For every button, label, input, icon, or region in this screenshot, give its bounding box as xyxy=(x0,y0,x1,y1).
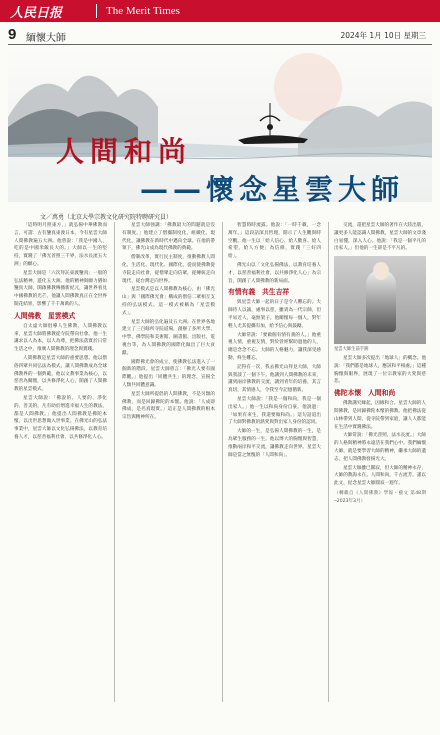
paragraph: 大師的一生，是弘揚人間佛教的一生，是為眾生服務的一生。他以博大的胸懷與智慧，推動兩岸和平交流，讓佛教走向世界。星雲大師是當之無愧的「人間和尚」。 xyxy=(228,429,321,458)
article-column xyxy=(228,222,321,712)
paragraph: 大師常說：「要做個有情有義的人。」他重視人情，重視友情，對於曾經幫助過他的人，總是念念不忘。大師的人格魅力，讓我深受感動，終生難忘。 xyxy=(228,332,321,361)
masthead xyxy=(0,0,440,22)
paragraph: 星雲大師說：「我是一個和尚，我是一個出家人。」他一生以和尚身份自豪。他說過：「如果有來生，我還要做和尚。」這句話道出了大師對佛教的熱愛與對出家人身份的認同。 xyxy=(228,396,321,426)
paragraph: 星雲大師雖已圓寂，但大師的精神永存，大師的教誨永在。人間和尚，千古流芳。謹以此文，紀念星雲大師圓寂一週年。 xyxy=(334,465,426,487)
paragraph: 星雲大師說：「佛說的、人要的、淨化的、善美的，凡有助於增進幸福人生的教法，都是人間佛教。」他提出人間佛教是佛陀本懷，以出世思想做入世事業。在佛光山的弘法事業中，星雲大師以文化弘揚佛法，以教育培養人才，以慈善福利社會，以共修淨化人心。 xyxy=(14,395,107,440)
article-column xyxy=(122,222,215,712)
headline-sub: ——懷念星雲大師 xyxy=(140,173,405,206)
paragraph: 佛光山以「文化弘揚佛法，以教育培養人才，以慈善福利社會，以共修淨化人心」為宗旨，開創了人間佛教的新局面。 xyxy=(228,262,321,284)
masthead-divider xyxy=(96,4,97,18)
paragraph: 智慧時時流露。他說：「一時千載，一念萬年。」這段話深具哲理，開示了人生觀與時空觀。他一生以「給人信心、給人歡喜、給人希望、給人方便」為信條，實踐「三好四給」。 xyxy=(228,223,321,260)
paragraph: 星雲大師的弘化遍及五大洲。在世界各地建立了三百餘所寺院道場，創辦了多所大學、中學、佛學院和美術館、圖書館、出版社、電視台等，為人間佛教的國際化做出了巨大貢獻。 xyxy=(122,319,215,356)
paragraph: 大師常說：「佛光普照、法水長流。」大師的人格與精神將永遠活在我們心中。我們緬懷大師，就是要學習大師的精神，繼承大師的遺志，把人間佛教發揚光大。 xyxy=(334,433,426,462)
photo-block xyxy=(334,256,426,354)
article-body xyxy=(14,222,426,712)
byline: 文／萬勇（北京大學宗教文化研究院特聘研究員） xyxy=(40,214,173,221)
photo-caption: 星雲大師生前手跡 xyxy=(334,347,369,353)
paragraph: 星雲模式是以人間佛教為核心，由「佛光山」與「國際佛光會」構成的僧信二眾相互支持的弘法模式。這一模式被稱為「星雲模式」。 xyxy=(122,287,215,316)
portrait-photo xyxy=(334,256,426,344)
masthead-english-title: The Merit Times xyxy=(106,5,180,17)
paragraph: 星雲大師多次提出「地球人」的概念。他說：「我們都是地球人，應該和平相處。」這種胸懷與眼界，展現了一位宗教家的大愛與慈悲。 xyxy=(334,355,426,385)
paragraph: 星雲大師強調：「佛教最大的問題就是沒有制度。」他建立了僧團制度化、組織化、現代化，讓佛教在新時代中邁向全球。在他的帶領下，佛光山成為現代佛教的典範。 xyxy=(122,223,215,252)
article-column xyxy=(334,222,426,712)
paragraph: 星雲大師所提倡的人間佛教，不是另類的佛教，而是回歸佛陀的本懷。他說：「人成即佛成，是名真現實。」這正是人間佛教的根本宗旨與精神所在。 xyxy=(122,391,215,421)
subheading: 人間佛教 星雲模式 xyxy=(14,311,76,320)
dateline: 2024年 1月 10日 星期三 xyxy=(340,31,426,40)
header-rule xyxy=(8,44,432,45)
page-number: 9 xyxy=(8,26,17,43)
paragraph: 佛教講究緣起，因緣和合。星雲大師的人間佛教，是回歸佛陀本懷的佛教。他把佛法從山林帶到人間，從寺院帶到家庭，讓人人都能在生活中實踐佛法。 xyxy=(334,401,426,430)
subheading: 有情有義 共生吉祥 xyxy=(228,288,290,297)
source-credit: （轉載自《人間佛教》學報・藝文 第48期 ─2023年3月） xyxy=(334,490,426,504)
paragraph: 人間佛教是星雲大師的重要思想。他以僧俗四眾共同弘法為模式，讓人間佛教成為全球佛教界的一個典範。他以文教事業為核心，以慈善為關懷，以共修淨化人心，開創了人間佛教的星雲模式。 xyxy=(14,355,107,393)
paragraph: 自太虛大師倡導人生佛教、人間佛教以來，星雲大師將佛教從寺院帶向社會。他一生講求以人為本，以人為尊，把佛法落實於日常生活之中，推廣人間佛教的理念與實踐。 xyxy=(14,323,107,353)
headline-main: 人間和尚 xyxy=(56,135,193,168)
paragraph: 僧制改革，實行民主制度，推動佛教人間化、生活化、現代化、國際化，從而使佛教從寺院走向社會，從僧眾走向信眾，從傳統走向現代，從台灣走向世界。 xyxy=(122,255,215,284)
paragraph: 與星雲大師一起的日子是令人難忘的。大師待人以誠，處事以慈，雖貴為一代宗師，但平易近人，毫無架子。他關懷每一個人，對年輕人尤其提攜有加，給予信心與鼓勵。 xyxy=(228,300,321,329)
article-column xyxy=(14,222,107,712)
masthead-logo: 人民日报 xyxy=(10,6,63,21)
paragraph: 交流，還把星雲大師的著作在大陸出版，讓更多人能認識人間佛教。星雲大師的文章淺白易懂，深入人心。他說：「我是一個平凡的出家人。」但他的一生卻是不平凡的。 xyxy=(334,223,426,252)
paragraph: 國際佛光會的成立，使佛教弘法進入了一個新的階段。星雲大師曾言：「佛光人要有國際觀。」他提出「同體共生」的理念，宣揚全人類共同體意識。 xyxy=(122,359,215,388)
paragraph: 星雲大師是「六次拜託東渡鑒真」一般的弘法精神，遊化五大洲。他的精神與願力猶如鑒真大師，開啟佛教傳播新紀元，讓世界看見中國佛教的光芒。他讓人間佛教真正在全世界開花結果，影響了千千萬萬的人。 xyxy=(14,270,107,307)
subheading: 佛陀本懷 人間和尚 xyxy=(334,389,396,398)
paragraph: 記得有一次，我去佛光山拜見大師，大師與我談了一個下午。他講到人間佛教的未來，講到兩岸佛教的交流，講到青年的培養，其言真切，其情感人，令我至今記憶猶新。 xyxy=(228,364,321,394)
section-title: 緬懷大師 xyxy=(26,33,66,44)
paragraph: 「這時明月照東方，」就弘揚中華佛教而言，可謂：古有鑒真東渡日本，今有星雲大師人間佛教遍五大洲。他曾說：「我是中國人，吃的是中國米飯長大的。」大師以一生的堅持，實踐了「佛光普照三千界，法水長流五大洲」的願心。 xyxy=(14,223,107,267)
